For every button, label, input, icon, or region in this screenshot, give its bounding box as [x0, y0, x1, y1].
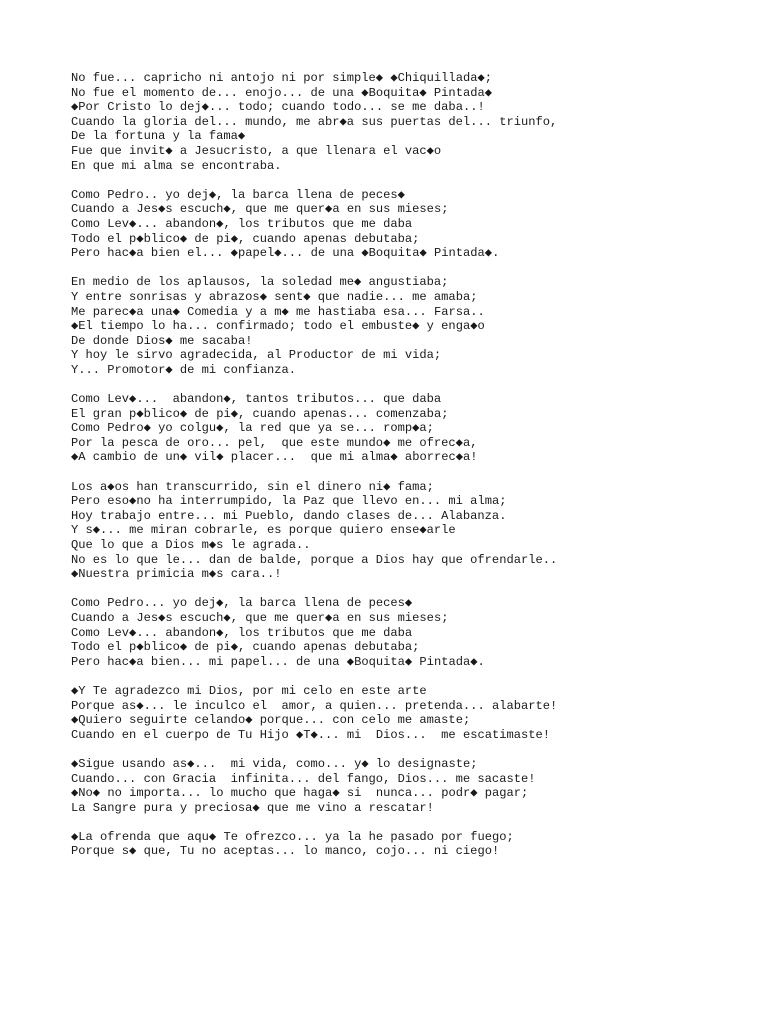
- text-line: Todo el p◆blico◆ de pi◆, cuando apenas debutaba;: [71, 231, 420, 246]
- text-line: Cuando a Jes◆s escuch◆, que me quer◆a en sus mieses;: [71, 202, 449, 217]
- text-line: Fue que invit◆ a Jesucristo, a que llenara el vac◆o: [71, 143, 442, 158]
- text-line: Porque as◆... le inculco el amor, a quien... pretenda... alabarte!: [71, 698, 558, 713]
- text-line: De la fortuna y la fama◆: [71, 129, 246, 144]
- text-line: Todo el p◆blico◆ de pi◆, cuando apenas debutaba;: [71, 640, 420, 655]
- text-line: Cuando en el cuerpo de Tu Hijo ◆T◆... mi Dios... me escatimaste!: [71, 727, 551, 742]
- text-line: Pero hac◆a bien... mi papel... de una ◆Boquita◆ Pintada◆.: [71, 654, 485, 669]
- text-line: ◆Sigue usando as◆... mi vida, como... y◆ lo designaste;: [71, 756, 478, 771]
- text-line: Como Lev◆... abandon◆, los tributos que me daba: [71, 625, 413, 640]
- text-line: Como Lev◆... abandon◆, los tributos que me daba: [71, 216, 413, 231]
- text-line: El gran p◆blico◆ de pi◆, cuando apenas... comenzaba;: [71, 406, 449, 421]
- text-line: Cuando la gloria del... mundo, me abr◆a sus puertas del... triunfo,: [71, 114, 558, 129]
- text-line: Y... Promotor◆ de mi confianza.: [71, 362, 297, 377]
- text-line: Porque s◆ que, Tu no aceptas... lo manco, cojo... ni ciego!: [71, 844, 500, 859]
- text-line: Y entre sonrisas y abrazos◆ sent◆ que nadie... me amaba;: [71, 289, 478, 304]
- stanza: [71, 830, 751, 859]
- text-line: Como Pedro... yo dej◆, la barca llena de peces◆: [71, 596, 413, 611]
- stanza: [71, 392, 751, 465]
- stanza: [71, 684, 751, 742]
- text-line: ◆Quiero seguirte celando◆ porque... con celo me amaste;: [71, 713, 471, 728]
- text-line: ◆El tiempo lo ha... confirmado; todo el embuste◆ y enga◆o: [71, 319, 485, 334]
- text-line: No fue el momento de... enojo... de una ◆Boquita◆ Pintada◆: [71, 85, 493, 100]
- stanza: [71, 188, 751, 261]
- text-line: ◆Nuestra primicia m◆s cara..!: [71, 567, 282, 582]
- text-line: Cuando a Jes◆s escuch◆, que me quer◆a en sus mieses;: [71, 610, 449, 625]
- stanza: [71, 757, 751, 815]
- text-line: Los a◆os han transcurrido, sin el dinero ni◆ fama;: [71, 479, 434, 494]
- text-line: Como Pedro.. yo dej◆, la barca llena de peces◆: [71, 187, 405, 202]
- text-line: Que lo que a Dios m◆s le agrada..: [71, 538, 311, 552]
- stanza: [71, 480, 751, 582]
- text-line: Pero hac◆a bien el... ◆papel◆... de una ◆Boquita◆ Pintada◆.: [71, 246, 500, 261]
- stanza: [71, 71, 751, 173]
- stanza: [71, 275, 751, 377]
- text-line: Me parec◆a una◆ Comedia y a m◆ me hastiaba esa... Farsa..: [71, 304, 485, 319]
- poem-text: [71, 71, 751, 874]
- text-line: ◆No◆ no importa... lo mucho que haga◆ si nunca... podr◆ pagar;: [71, 786, 529, 801]
- text-line: Hoy trabajo entre... mi Pueblo, dando clases de... Alabanza.: [71, 508, 507, 523]
- text-line: Y hoy le sirvo agradecida, al Productor de mi vida;: [71, 348, 442, 363]
- text-line: De donde Dios◆ me sacaba!: [71, 333, 253, 348]
- text-line: ◆Y Te agradezco mi Dios, por mi celo en este arte: [71, 683, 427, 698]
- text-line: ◆Por Cristo lo dej◆... todo; cuando todo... se me daba..!: [71, 100, 485, 115]
- text-line: Pero eso◆no ha interrumpido, la Paz que llevo en... mi alma;: [71, 494, 507, 509]
- text-line: Por la pesca de oro... pel, que este mundo◆ me ofrec◆a,: [71, 435, 478, 450]
- stanza: [71, 596, 751, 669]
- text-line: Como Lev◆... abandon◆, tantos tributos... que daba: [71, 392, 442, 407]
- text-line: No es lo que le... dan de balde, porque a Dios hay que ofrendarle..: [71, 552, 558, 567]
- text-line: Cuando... con Gracia infinita... del fango, Dios... me sacaste!: [71, 771, 536, 786]
- text-line: La Sangre pura y preciosa◆ que me vino a rescatar!: [71, 800, 434, 815]
- text-line: ◆La ofrenda que aqu◆ Te ofrezco... ya la he pasado por fuego;: [71, 829, 514, 844]
- text-line: En medio de los aplausos, la soledad me◆ angustiaba;: [71, 275, 449, 290]
- text-line: Y s◆... me miran cobrarle, es porque quiero ense◆arle: [71, 523, 456, 538]
- text-line: ◆A cambio de un◆ vil◆ placer... que mi alma◆ aborrec◆a!: [71, 450, 478, 465]
- text-line: No fue... capricho ni antojo ni por simple◆ ◆Chiquillada◆;: [71, 71, 493, 85]
- text-line: En que mi alma se encontraba.: [71, 158, 282, 173]
- text-line: Como Pedro◆ yo colgu◆, la red que ya se... romp◆a;: [71, 421, 434, 436]
